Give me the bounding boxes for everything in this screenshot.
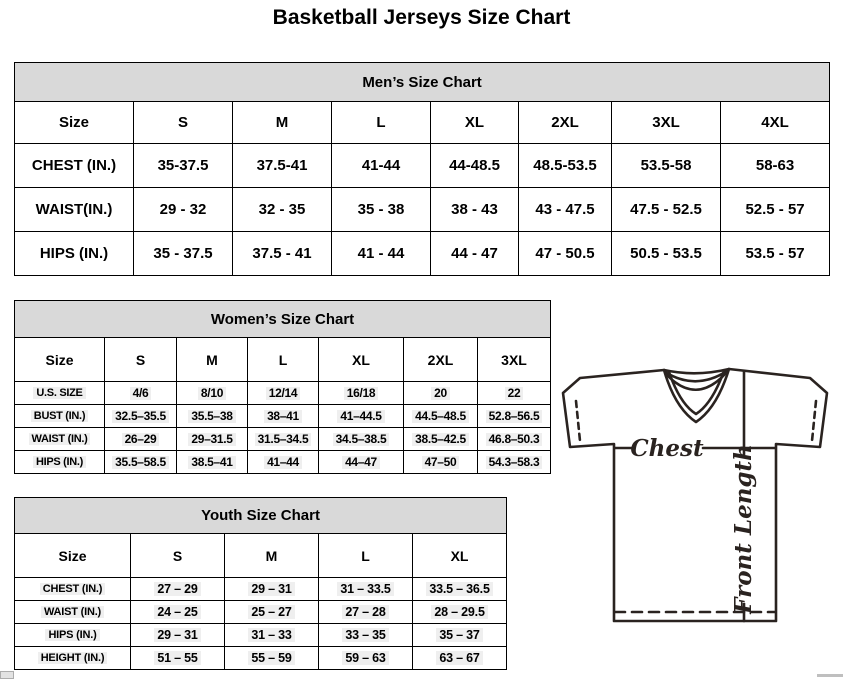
cell <box>319 647 413 670</box>
cell <box>413 578 507 601</box>
col-header-3xl: 3XL <box>612 102 721 144</box>
table-row-chest <box>15 578 507 601</box>
row-label <box>15 647 131 670</box>
cell-value: 46.8–50.3 <box>486 433 543 447</box>
cell <box>413 601 507 624</box>
mens-size-table <box>14 62 830 276</box>
cell: 58-63 <box>721 144 830 188</box>
cell-value: 24 – 25 <box>154 605 200 619</box>
table-row-bust <box>15 405 551 428</box>
cell-value: 20 <box>431 387 450 401</box>
womens-size-table <box>14 300 551 474</box>
mens-table-title: Men’s Size Chart <box>15 63 830 102</box>
cell: 44 - 47 <box>431 232 519 276</box>
screen-artifact-bottom-right <box>817 674 843 677</box>
table-title-row <box>15 301 551 338</box>
cell-value: 63 – 67 <box>436 651 482 665</box>
col-header-xl: XL <box>431 102 519 144</box>
col-header-l: L <box>248 338 319 382</box>
cell-value: 44–47 <box>342 456 380 470</box>
cell: 44-48.5 <box>431 144 519 188</box>
screen-artifact-bottom-left <box>0 671 14 679</box>
cell <box>478 428 551 451</box>
cell <box>319 428 404 451</box>
cell <box>105 428 177 451</box>
cell: 38 - 43 <box>431 188 519 232</box>
col-header-xl: XL <box>413 534 507 578</box>
row-label-text: BUST (IN.) <box>31 410 88 423</box>
cell-value: 51 – 55 <box>154 651 200 665</box>
row-label: CHEST (IN.) <box>15 144 134 188</box>
cell <box>319 405 404 428</box>
column-header-row <box>15 338 551 382</box>
cell: 48.5-53.5 <box>519 144 612 188</box>
cell-value: 38.5–41 <box>188 456 235 470</box>
table-row-height <box>15 647 507 670</box>
cell <box>478 451 551 474</box>
col-header-4xl: 4XL <box>721 102 830 144</box>
cell-value: 55 – 59 <box>248 651 294 665</box>
cell <box>319 578 413 601</box>
jersey-outline <box>563 369 827 621</box>
cell-value: 16/18 <box>344 387 379 401</box>
cell-value: 27 – 28 <box>342 605 388 619</box>
cell-value: 35.5–38 <box>188 410 235 424</box>
row-label-text: WAIST (IN.) <box>41 606 104 619</box>
cell: 47 - 50.5 <box>519 232 612 276</box>
cell: 50.5 - 53.5 <box>612 232 721 276</box>
cell <box>131 647 225 670</box>
cell-value: 47–50 <box>422 456 460 470</box>
cell-value: 33 – 35 <box>342 628 388 642</box>
front-length-label: Front Length <box>730 444 757 614</box>
cell-value: 38–41 <box>264 410 302 424</box>
cell: 37.5-41 <box>233 144 332 188</box>
cell <box>177 382 248 405</box>
cell-value: 41–44 <box>264 456 302 470</box>
cell: 41 - 44 <box>332 232 431 276</box>
row-label <box>15 624 131 647</box>
col-header-l: L <box>319 534 413 578</box>
cell-value: 34.5–38.5 <box>333 433 390 447</box>
cell <box>248 382 319 405</box>
cell <box>105 405 177 428</box>
cell-value: 32.5–35.5 <box>112 410 169 424</box>
cell-value: 38.5–42.5 <box>412 433 469 447</box>
cell: 35-37.5 <box>134 144 233 188</box>
cell <box>319 624 413 647</box>
col-header-2xl: 2XL <box>519 102 612 144</box>
col-header-3xl: 3XL <box>478 338 551 382</box>
page-title: Basketball Jerseys Size Chart <box>272 6 571 29</box>
cell <box>478 382 551 405</box>
col-header-size: Size <box>15 102 134 144</box>
cell <box>319 451 404 474</box>
row-label: WAIST(IN.) <box>15 188 134 232</box>
cell <box>177 428 248 451</box>
cell <box>319 382 404 405</box>
row-label: HIPS (IN.) <box>15 232 134 276</box>
row-label-text: HIPS (IN.) <box>45 629 99 642</box>
cell <box>225 647 319 670</box>
row-label <box>15 601 131 624</box>
cell-value: 29–31.5 <box>188 433 235 447</box>
cell-value: 41–44.5 <box>337 410 384 424</box>
row-label <box>15 578 131 601</box>
col-header-m: M <box>233 102 332 144</box>
col-header-m: M <box>177 338 248 382</box>
cell-value: 33.5 – 36.5 <box>426 582 492 596</box>
cell <box>177 451 248 474</box>
row-label-text: U.S. SIZE <box>33 387 85 400</box>
cell-value: 27 – 29 <box>154 582 200 596</box>
cell: 35 - 38 <box>332 188 431 232</box>
cell <box>404 382 478 405</box>
table-row-hips <box>15 451 551 474</box>
col-header-m: M <box>225 534 319 578</box>
table-title-row <box>15 498 507 534</box>
column-header-row <box>15 534 507 578</box>
col-header-2xl: 2XL <box>404 338 478 382</box>
cell <box>248 428 319 451</box>
col-header-s: S <box>134 102 233 144</box>
cell: 52.5 - 57 <box>721 188 830 232</box>
cell-value: 28 – 29.5 <box>431 605 487 619</box>
table-row-us-size <box>15 382 551 405</box>
col-header-l: L <box>332 102 431 144</box>
cell <box>105 451 177 474</box>
cell-value: 35.5–58.5 <box>112 456 169 470</box>
cell <box>404 428 478 451</box>
col-header-xl: XL <box>319 338 404 382</box>
cell-value: 25 – 27 <box>248 605 294 619</box>
cell-value: 31.5–34.5 <box>255 433 312 447</box>
cell: 43 - 47.5 <box>519 188 612 232</box>
cell <box>478 405 551 428</box>
cell: 37.5 - 41 <box>233 232 332 276</box>
table-row-waist <box>15 188 830 232</box>
cell: 47.5 - 52.5 <box>612 188 721 232</box>
cell-value: 31 – 33 <box>248 628 294 642</box>
col-header-s: S <box>131 534 225 578</box>
cell <box>404 451 478 474</box>
cell-value: 35 – 37 <box>436 628 482 642</box>
cell-value: 59 – 63 <box>342 651 388 665</box>
chest-label: Chest <box>630 435 704 462</box>
row-label-text: HIPS (IN.) <box>33 456 86 469</box>
table-row-chest <box>15 144 830 188</box>
row-label-text: HEIGHT (IN.) <box>38 652 108 665</box>
cell <box>131 624 225 647</box>
cell <box>225 578 319 601</box>
cell <box>105 382 177 405</box>
cell-value: 44.5–48.5 <box>412 410 469 424</box>
youth-table-title: Youth Size Chart <box>15 498 507 534</box>
cell-value: 22 <box>505 387 524 401</box>
cell <box>319 601 413 624</box>
cell-value: 29 – 31 <box>248 582 294 596</box>
cell <box>413 647 507 670</box>
row-label-text: WAIST (IN.) <box>29 433 91 446</box>
cell <box>225 624 319 647</box>
table-row-hips <box>15 624 507 647</box>
cell-value: 4/6 <box>130 387 152 401</box>
cell <box>225 601 319 624</box>
cell-value: 54.3–58.3 <box>486 456 543 470</box>
cell-value: 52.8–56.5 <box>486 410 543 424</box>
cell <box>131 578 225 601</box>
cell-value: 12/14 <box>266 387 301 401</box>
jersey-measurement-diagram <box>558 363 834 675</box>
row-label <box>15 451 105 474</box>
cell: 41-44 <box>332 144 431 188</box>
col-header-size: Size <box>15 338 105 382</box>
cell <box>248 405 319 428</box>
row-label <box>15 405 105 428</box>
row-label <box>15 382 105 405</box>
cell: 53.5 - 57 <box>721 232 830 276</box>
col-header-size: Size <box>15 534 131 578</box>
cell-value: 26–29 <box>122 433 160 447</box>
cell: 29 - 32 <box>134 188 233 232</box>
cell-value: 8/10 <box>198 387 226 401</box>
cell: 53.5-58 <box>612 144 721 188</box>
cell-value: 31 – 33.5 <box>337 582 393 596</box>
column-header-row <box>15 102 830 144</box>
youth-size-table <box>14 497 507 670</box>
cell <box>177 405 248 428</box>
table-row-waist <box>15 428 551 451</box>
table-row-waist <box>15 601 507 624</box>
table-row-hips <box>15 232 830 276</box>
cell-value: 29 – 31 <box>154 628 200 642</box>
table-title-row <box>15 63 830 102</box>
womens-table-title: Women’s Size Chart <box>15 301 551 338</box>
col-header-s: S <box>105 338 177 382</box>
cell <box>404 405 478 428</box>
cell: 35 - 37.5 <box>134 232 233 276</box>
row-label-text: CHEST (IN.) <box>40 583 106 596</box>
cell <box>131 601 225 624</box>
cell <box>413 624 507 647</box>
cell: 32 - 35 <box>233 188 332 232</box>
row-label <box>15 428 105 451</box>
cell <box>248 451 319 474</box>
